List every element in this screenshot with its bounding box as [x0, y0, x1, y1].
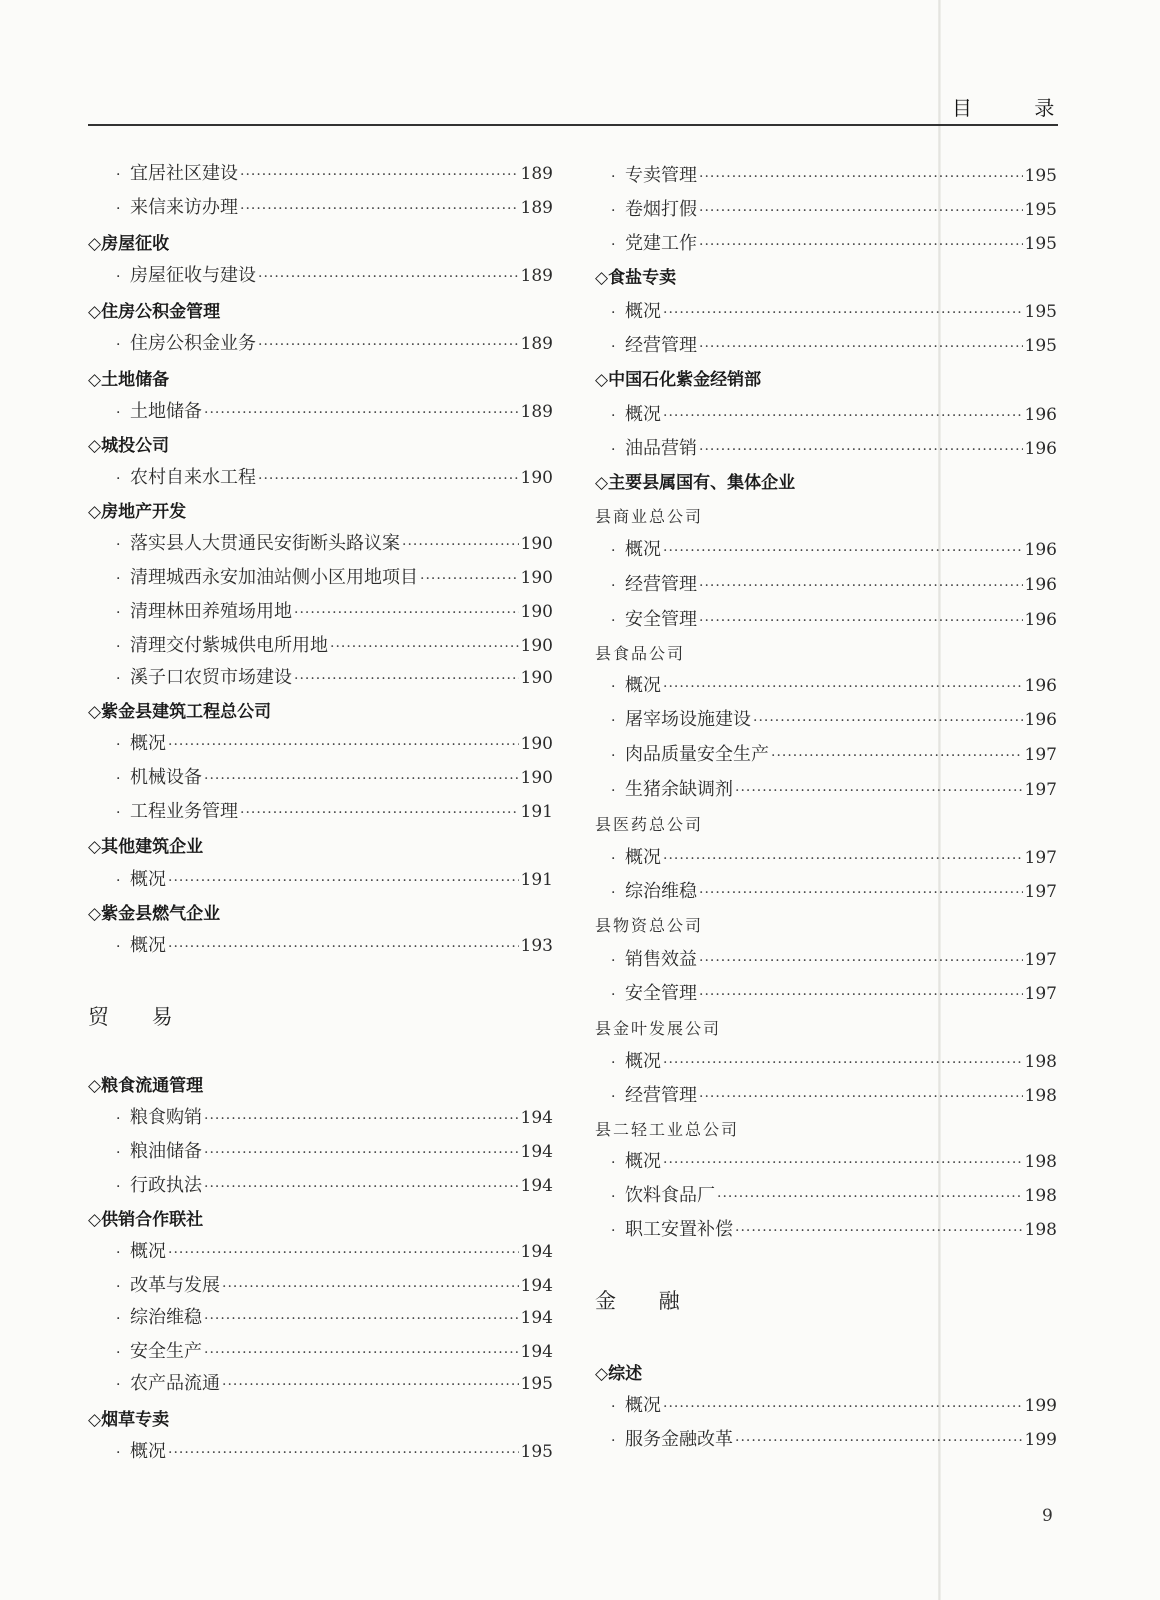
toc-entry-label: 粮油储备	[130, 1141, 202, 1162]
bullet-dot-icon: ·	[116, 405, 121, 421]
bullet-dot-icon: ·	[116, 1179, 121, 1195]
toc-entry-label: 土地储备	[130, 401, 202, 422]
bullet-dot-icon: ·	[611, 543, 616, 559]
dot-leader	[204, 767, 519, 791]
toc-subcategory-heading[interactable]: 县金叶发展公司	[595, 1019, 722, 1038]
toc-section-heading: 金 融	[595, 1289, 698, 1313]
toc-entry[interactable]	[116, 732, 553, 756]
dot-leader	[663, 404, 1023, 428]
toc-category-heading[interactable]: ◇综述	[595, 1364, 643, 1384]
toc-entry[interactable]	[611, 573, 1057, 597]
toc-entry[interactable]	[611, 1150, 1057, 1174]
toc-entry[interactable]	[116, 868, 553, 892]
toc-entry-label: 屠宰场设施建设	[625, 709, 751, 730]
toc-entry[interactable]	[116, 1240, 553, 1264]
toc-entry-page: 194	[520, 1308, 553, 1328]
toc-entry-label: 服务金融改革	[625, 1429, 733, 1450]
toc-entry-label: 概况	[130, 935, 166, 956]
page-number: 9	[1042, 1506, 1053, 1526]
toc-entry-label: 农村自来水工程	[130, 467, 256, 488]
toc-entry-page: 194	[520, 1242, 553, 1262]
toc-entry-label: 经营管理	[625, 1085, 697, 1106]
toc-entry[interactable]	[611, 1184, 1057, 1208]
toc-entry-label: 概况	[130, 1241, 166, 1262]
bullet-dot-icon: ·	[116, 1345, 121, 1361]
toc-entry-page: 195	[520, 1442, 553, 1462]
toc-entry-label: 行政执法	[130, 1175, 202, 1196]
toc-entry-page: 191	[520, 870, 553, 890]
bullet-dot-icon: ·	[611, 987, 616, 1003]
bullet-dot-icon: ·	[611, 885, 616, 901]
bullet-dot-icon: ·	[116, 167, 121, 183]
toc-entry-page: 198	[1024, 1052, 1057, 1072]
toc-entry[interactable]	[611, 880, 1057, 904]
toc-entry-page: 194	[520, 1108, 553, 1128]
toc-entry-page: 193	[520, 936, 553, 956]
toc-entry-label: 粮食购销	[130, 1107, 202, 1128]
dot-leader	[204, 1175, 519, 1199]
toc-entry-label: 生猪余缺调剂	[625, 779, 733, 800]
toc-entry-page: 190	[520, 768, 553, 788]
dot-leader	[699, 881, 1023, 905]
toc-entry[interactable]	[116, 1372, 553, 1396]
toc-entry-label: 经营管理	[625, 574, 697, 595]
toc-entry-label: 清理交付紫城供电所用地	[130, 635, 328, 656]
bullet-dot-icon: ·	[611, 1089, 616, 1105]
toc-entry-page: 189	[520, 266, 553, 286]
toc-entry[interactable]	[116, 196, 553, 220]
toc-category-heading[interactable]: ◇粮食流通管理	[88, 1076, 204, 1096]
toc-entry-label: 肉品质量安全生产	[625, 744, 769, 765]
bullet-dot-icon: ·	[116, 605, 121, 621]
toc-entry-page: 190	[520, 668, 553, 688]
dot-leader	[204, 1107, 519, 1131]
toc-entry-label: 工程业务管理	[130, 801, 238, 822]
toc-entry-page: 190	[520, 534, 553, 554]
toc-entry-page: 190	[520, 468, 553, 488]
dot-leader	[699, 949, 1023, 973]
toc-entry-page: 199	[1024, 1430, 1057, 1450]
dot-leader	[699, 233, 1023, 257]
toc-entry-page: 195	[1024, 200, 1057, 220]
toc-entry[interactable]	[116, 566, 553, 590]
toc-entry-page: 191	[520, 802, 553, 822]
dot-leader	[699, 335, 1023, 359]
toc-entry[interactable]	[116, 766, 553, 790]
bullet-dot-icon: ·	[611, 713, 616, 729]
dot-leader	[735, 1429, 1023, 1453]
toc-entry[interactable]	[116, 1306, 553, 1330]
dot-leader	[699, 1085, 1023, 1109]
toc-entry-page: 194	[520, 1342, 553, 1362]
toc-entry-label: 机械设备	[130, 767, 202, 788]
toc-category-heading[interactable]: ◇紫金县燃气企业	[88, 904, 221, 924]
bullet-dot-icon: ·	[611, 203, 616, 219]
toc-entry[interactable]	[116, 1106, 553, 1130]
toc-entry-page: 196	[1024, 405, 1057, 425]
toc-entry-label: 安全管理	[625, 983, 697, 1004]
dot-leader	[222, 1373, 519, 1397]
toc-entry-label: 清理城西永安加油站侧小区用地项目	[130, 567, 418, 588]
bullet-dot-icon: ·	[611, 613, 616, 629]
toc-entry[interactable]	[116, 264, 553, 288]
toc-entry-label: 概况	[625, 1151, 661, 1172]
toc-entry-page: 196	[1024, 676, 1057, 696]
toc-entry-page: 190	[520, 734, 553, 754]
toc-entry[interactable]	[611, 198, 1057, 222]
toc-entry-page: 190	[520, 568, 553, 588]
bullet-dot-icon: ·	[116, 873, 121, 889]
bullet-dot-icon: ·	[611, 1189, 616, 1205]
toc-entry-page: 199	[1024, 1396, 1057, 1416]
toc-entry-label: 概况	[625, 539, 661, 560]
bullet-dot-icon: ·	[116, 1377, 121, 1393]
dot-leader	[717, 1185, 1023, 1209]
toc-category-heading[interactable]: ◇房屋征收	[88, 234, 170, 254]
header-rule	[88, 124, 1058, 126]
bullet-dot-icon: ·	[611, 169, 616, 185]
toc-entry-page: 195	[1024, 234, 1057, 254]
dot-leader	[753, 709, 1023, 733]
toc-entry-label: 住房公积金业务	[130, 333, 256, 354]
toc-entry[interactable]	[611, 778, 1057, 802]
toc-section-heading: 贸 易	[88, 1005, 191, 1029]
bullet-dot-icon: ·	[116, 201, 121, 217]
toc-category-heading[interactable]: ◇主要县属国有、集体企业	[595, 473, 796, 493]
toc-category-heading[interactable]: ◇中国石化紫金经销部	[595, 370, 762, 390]
toc-entry[interactable]	[611, 1084, 1057, 1108]
toc-entry-label: 概况	[625, 847, 661, 868]
toc-entry-label: 概况	[625, 301, 661, 322]
dot-leader	[330, 635, 519, 659]
toc-entry[interactable]	[611, 608, 1057, 632]
bullet-dot-icon: ·	[116, 771, 121, 787]
toc-entry-page: 197	[1024, 848, 1057, 868]
toc-entry[interactable]	[611, 743, 1057, 767]
toc-subcategory-heading[interactable]: 县物资总公司	[595, 916, 704, 935]
toc-entry-page: 196	[1024, 575, 1057, 595]
dot-leader	[258, 265, 519, 289]
dot-leader	[204, 1341, 519, 1365]
bullet-dot-icon: ·	[611, 953, 616, 969]
toc-entry[interactable]	[611, 437, 1057, 461]
toc-entry-page: 197	[1024, 882, 1057, 902]
toc-entry-label: 饮料食品厂	[625, 1185, 715, 1206]
toc-entry-page: 196	[1024, 610, 1057, 630]
toc-entry-page: 195	[1024, 166, 1057, 186]
toc-subcategory-heading[interactable]: 县商业总公司	[595, 507, 704, 526]
bullet-dot-icon: ·	[116, 337, 121, 353]
toc-category-heading[interactable]: ◇城投公司	[88, 436, 170, 456]
toc-entry[interactable]	[116, 1440, 553, 1464]
toc-entry[interactable]	[116, 800, 553, 824]
toc-subcategory-heading[interactable]: 县二轻工业总公司	[595, 1120, 740, 1139]
toc-entry-page: 195	[1024, 336, 1057, 356]
dot-leader	[240, 197, 519, 221]
toc-entry-page: 194	[520, 1276, 553, 1296]
bullet-dot-icon: ·	[116, 1111, 121, 1127]
bullet-dot-icon: ·	[116, 805, 121, 821]
toc-entry[interactable]	[611, 1394, 1057, 1418]
toc-entry-page: 196	[1024, 540, 1057, 560]
bullet-dot-icon: ·	[611, 578, 616, 594]
toc-entry-page: 198	[1024, 1220, 1057, 1240]
toc-entry[interactable]	[116, 1174, 553, 1198]
toc-category-heading[interactable]: ◇紫金县建筑工程总公司	[88, 702, 272, 722]
bullet-dot-icon: ·	[116, 471, 121, 487]
bullet-dot-icon: ·	[611, 783, 616, 799]
bullet-dot-icon: ·	[611, 1433, 616, 1449]
toc-entry-label: 职工安置补偿	[625, 1219, 733, 1240]
toc-entry-label: 综治维稳	[130, 1307, 202, 1328]
bullet-dot-icon: ·	[116, 737, 121, 753]
bullet-dot-icon: ·	[116, 1279, 121, 1295]
toc-entry-page: 196	[1024, 710, 1057, 730]
toc-entry-label: 专卖管理	[625, 165, 697, 186]
toc-entry-label: 安全管理	[625, 609, 697, 630]
bullet-dot-icon: ·	[116, 269, 121, 285]
toc-entry[interactable]	[116, 934, 553, 958]
dot-leader	[771, 744, 1023, 768]
toc-entry[interactable]	[611, 538, 1057, 562]
bullet-dot-icon: ·	[611, 339, 616, 355]
toc-entry-page: 189	[520, 164, 553, 184]
toc-entry-page: 194	[520, 1142, 553, 1162]
toc-entry-page: 197	[1024, 745, 1057, 765]
bullet-dot-icon: ·	[611, 237, 616, 253]
toc-entry[interactable]	[116, 1340, 553, 1364]
toc-entry-label: 概况	[130, 733, 166, 754]
toc-entry-page: 195	[520, 1374, 553, 1394]
dot-leader	[240, 163, 519, 187]
bullet-dot-icon: ·	[611, 1223, 616, 1239]
toc-entry[interactable]	[611, 1428, 1057, 1452]
toc-entry-label: 清理林田养殖场用地	[130, 601, 292, 622]
page-header-title: 目 录	[952, 96, 1083, 120]
dot-leader	[663, 675, 1023, 699]
toc-entry-page: 190	[520, 602, 553, 622]
toc-entry-label: 概况	[130, 869, 166, 890]
toc-entry[interactable]	[611, 1050, 1057, 1074]
dot-leader	[735, 779, 1023, 803]
dot-leader	[663, 847, 1023, 871]
toc-entry[interactable]	[611, 948, 1057, 972]
toc-entry-page: 189	[520, 198, 553, 218]
toc-category-heading[interactable]: ◇房地产开发	[88, 502, 187, 522]
toc-entry-page: 197	[1024, 780, 1057, 800]
toc-entry-page: 198	[1024, 1086, 1057, 1106]
dot-leader	[258, 467, 519, 491]
toc-entry-page: 194	[520, 1176, 553, 1196]
toc-entry-label: 经营管理	[625, 335, 697, 356]
toc-entry[interactable]	[611, 982, 1057, 1006]
toc-category-heading[interactable]: ◇住房公积金管理	[88, 302, 221, 322]
toc-entry[interactable]	[116, 634, 553, 658]
toc-entry-label: 综治维稳	[625, 881, 697, 902]
dot-leader	[204, 401, 519, 425]
dot-leader	[699, 438, 1023, 462]
bullet-dot-icon: ·	[116, 571, 121, 587]
toc-entry-label: 改革与发展	[130, 1275, 220, 1296]
toc-entry-page: 198	[1024, 1152, 1057, 1172]
bullet-dot-icon: ·	[116, 939, 121, 955]
dot-leader	[294, 667, 519, 691]
toc-entry[interactable]	[116, 1140, 553, 1164]
toc-entry-page: 189	[520, 402, 553, 422]
toc-entry[interactable]	[611, 300, 1057, 324]
toc-entry-label: 农产品流通	[130, 1373, 220, 1394]
toc-entry-label: 卷烟打假	[625, 199, 697, 220]
toc-entry[interactable]	[611, 708, 1057, 732]
toc-category-heading[interactable]: ◇烟草专卖	[88, 1410, 170, 1430]
dot-leader	[168, 1441, 519, 1465]
toc-entry-label: 概况	[625, 404, 661, 425]
toc-entry[interactable]	[116, 400, 553, 424]
dot-leader	[699, 983, 1023, 1007]
toc-entry[interactable]	[116, 332, 553, 356]
toc-entry-label: 落实县人大贯通民安街断头路议案	[130, 533, 400, 554]
dot-leader	[699, 165, 1023, 189]
toc-entry[interactable]	[116, 1274, 553, 1298]
bullet-dot-icon: ·	[611, 408, 616, 424]
bullet-dot-icon: ·	[116, 1145, 121, 1161]
bullet-dot-icon: ·	[116, 639, 121, 655]
bullet-dot-icon: ·	[116, 1445, 121, 1461]
toc-entry-page: 197	[1024, 950, 1057, 970]
toc-entry-label: 党建工作	[625, 233, 697, 254]
toc-entry[interactable]	[611, 846, 1057, 870]
dot-leader	[699, 199, 1023, 223]
bullet-dot-icon: ·	[116, 671, 121, 687]
dot-leader	[168, 733, 519, 757]
toc-category-heading[interactable]: ◇土地储备	[88, 370, 170, 390]
toc-entry[interactable]	[116, 466, 553, 490]
toc-entry-label: 油品营销	[625, 438, 697, 459]
dot-leader	[240, 801, 519, 825]
toc-entry-label: 来信来访办理	[130, 197, 238, 218]
toc-entry[interactable]	[611, 674, 1057, 698]
toc-category-heading[interactable]: ◇食盐专卖	[595, 268, 677, 288]
bullet-dot-icon: ·	[611, 679, 616, 695]
dot-leader	[168, 1241, 519, 1265]
toc-entry-page: 196	[1024, 439, 1057, 459]
toc-category-heading[interactable]: ◇其他建筑企业	[88, 837, 204, 857]
dot-leader	[663, 539, 1023, 563]
dot-leader	[402, 533, 519, 557]
toc-entry-page: 190	[520, 636, 553, 656]
toc-entry-label: 概况	[625, 1051, 661, 1072]
dot-leader	[663, 1151, 1023, 1175]
toc-entry[interactable]	[611, 164, 1057, 188]
dot-leader	[294, 601, 519, 625]
toc-entry-page: 197	[1024, 984, 1057, 1004]
dot-leader	[420, 567, 519, 591]
toc-subcategory-heading[interactable]: 县食品公司	[595, 644, 686, 663]
dot-leader	[168, 869, 519, 893]
bullet-dot-icon: ·	[611, 442, 616, 458]
toc-entry-label: 安全生产	[130, 1341, 202, 1362]
toc-entry[interactable]	[116, 600, 553, 624]
toc-entry-page: 195	[1024, 302, 1057, 322]
bullet-dot-icon: ·	[116, 537, 121, 553]
toc-entry-page: 198	[1024, 1186, 1057, 1206]
toc-entry-label: 宜居社区建设	[130, 163, 238, 184]
toc-entry[interactable]	[611, 1218, 1057, 1242]
toc-entry[interactable]	[116, 162, 553, 186]
dot-leader	[735, 1219, 1023, 1243]
toc-entry[interactable]	[116, 666, 553, 690]
toc-entry-page: 189	[520, 334, 553, 354]
dot-leader	[222, 1275, 519, 1299]
toc-entry[interactable]	[116, 532, 553, 556]
bullet-dot-icon: ·	[116, 1245, 121, 1261]
toc-entry-label: 销售效益	[625, 949, 697, 970]
dot-leader	[168, 935, 519, 959]
bullet-dot-icon: ·	[611, 748, 616, 764]
toc-category-heading[interactable]: ◇供销合作联社	[88, 1210, 204, 1230]
dot-leader	[663, 1051, 1023, 1075]
toc-entry-label: 溪子口农贸市场建设	[130, 667, 292, 688]
dot-leader	[663, 301, 1023, 325]
toc-entry-label: 概况	[625, 1395, 661, 1416]
toc-entry[interactable]	[611, 232, 1057, 256]
dot-leader	[258, 333, 519, 357]
dot-leader	[204, 1307, 519, 1331]
dot-leader	[204, 1141, 519, 1165]
dot-leader	[699, 609, 1023, 633]
bullet-dot-icon: ·	[611, 1155, 616, 1171]
bullet-dot-icon: ·	[611, 851, 616, 867]
toc-entry-label: 概况	[625, 675, 661, 696]
toc-entry-label: 房屋征收与建设	[130, 265, 256, 286]
toc-entry-label: 概况	[130, 1441, 166, 1462]
dot-leader	[699, 574, 1023, 598]
toc-entry[interactable]	[611, 403, 1057, 427]
bullet-dot-icon: ·	[116, 1311, 121, 1327]
toc-subcategory-heading[interactable]: 县医药总公司	[595, 815, 704, 834]
bullet-dot-icon: ·	[611, 1055, 616, 1071]
bullet-dot-icon: ·	[611, 305, 616, 321]
toc-entry[interactable]	[611, 334, 1057, 358]
dot-leader	[663, 1395, 1023, 1419]
bullet-dot-icon: ·	[611, 1399, 616, 1415]
